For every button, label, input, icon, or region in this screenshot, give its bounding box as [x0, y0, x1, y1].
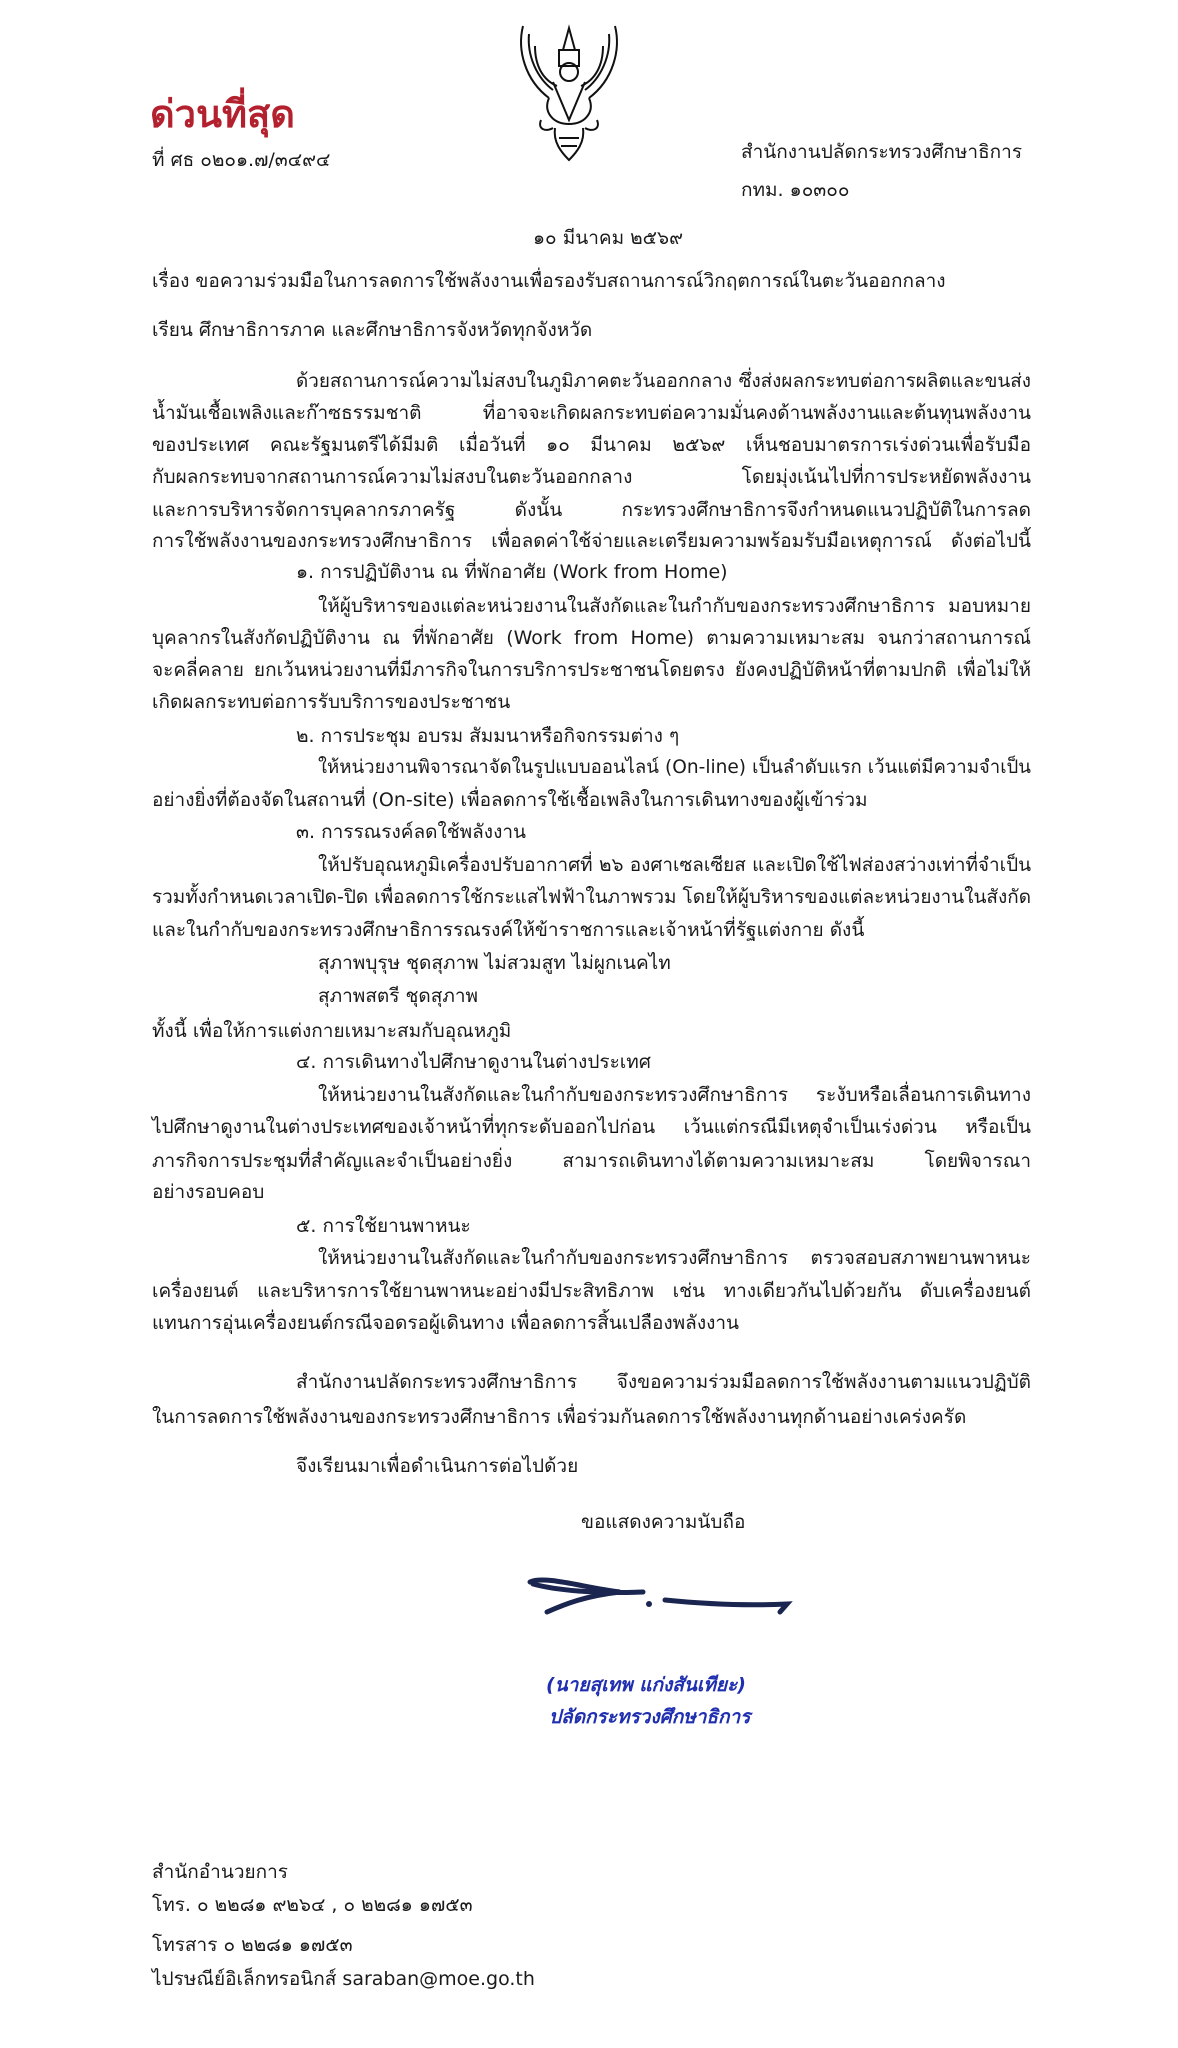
item-line: ไปศึกษาดูงานในต่างประเทศของเจ้าหน้าที่ทุกระดับออกไปก่อน เว้นแต่กรณีมีเหตุจำเป็นเร่งด่วน หรือเป็น	[152, 1116, 1031, 1138]
letter-subject: เรื่อง ขอความร่วมมือในการลดการใช้พลังงานเพื่อรองรับสถานการณ์วิกฤตการณ์ในตะวันออกกลาง	[152, 270, 946, 292]
item-line: ให้ปรับอุณหภูมิเครื่องปรับอากาศที่ ๒๖ องศาเซลเซียส และเปิดใช้ไฟส่องสว่างเท่าที่จำเป็น	[318, 854, 1031, 876]
item-line: อย่างยิ่งที่ต้องจัดในสถานที่ (On-site) เพื่อลดการใช้เชื้อเพลิงในการเดินทางของผู้เข้าร่วม	[152, 789, 868, 811]
item-line: บุคลากรในสังกัดปฏิบัติงาน ณ ที่พักอาศัย (Work from Home) ตามความเหมาะสม จนกว่าสถานการณ์	[152, 627, 1031, 649]
item-line: เครื่องยนต์ และบริหารการใช้ยานพาหนะอย่างมีประสิทธิภาพ เช่น ทางเดียวกันไปด้วยกัน ดับเครื่องยนต์	[152, 1280, 1031, 1302]
item-line: ให้ผู้บริหารของแต่ละหน่วยงานในสังกัดและในกำกับของกระทรวงศึกษาธิการ มอบหมาย	[318, 595, 1031, 617]
item-heading: ๒. การประชุม อบรม สัมมนาหรือกิจกรรมต่าง ๆ	[296, 725, 680, 747]
signatory-name: (นายสุเทพ แก่งสันเทียะ)	[546, 1674, 746, 1696]
footer-phone: โทร. ๐ ๒๒๘๑ ๙๒๖๔ , ๐ ๒๒๘๑ ๑๗๕๓	[152, 1894, 473, 1916]
footer-department: สำนักอำนวยการ	[152, 1861, 289, 1883]
item-heading: ๓. การรณรงค์ลดใช้พลังงาน	[296, 821, 527, 843]
footer-fax: โทรสาร ๐ ๒๒๘๑ ๑๗๕๓	[152, 1934, 353, 1956]
item-line: เกิดผลกระทบต่อการรับบริการของประชาชน	[152, 691, 511, 713]
item-line: ให้หน่วยงานพิจารณาจัดในรูปแบบออนไลน์ (On-line) เป็นลำดับแรก เว้นแต่มีความจำเป็น	[318, 757, 1031, 778]
dress-code-women: สุภาพสตรี ชุดสุภาพ	[318, 985, 479, 1007]
intro-line: กับผลกระทบจากสถานการณ์ความไม่สงบในตะวันออกกลาง โดยมุ่งเน้นไปที่การประหยัดพลังงาน	[152, 466, 1031, 488]
item-line: อย่างรอบคอบ	[152, 1181, 265, 1203]
item-heading: ๑. การปฏิบัติงาน ณ ที่พักอาศัย (Work from Home)	[296, 561, 728, 583]
item-line: และในกำกับของกระทรวงศึกษาธิการรณรงค์ให้ข้าราชการและเจ้าหน้าที่รัฐแต่งกาย ดังนี้	[152, 919, 865, 941]
footer-email[interactable]: ไปรษณีย์อิเล็กทรอนิกส์ saraban@moe.go.th	[152, 1968, 535, 1990]
regards: ขอแสดงความนับถือ	[581, 1511, 746, 1533]
item-line: แทนการอุ่นเครื่องยนต์กรณีจอดรอผู้เดินทาง เพื่อลดการสิ้นเปลืองพลังงาน	[152, 1312, 740, 1334]
intro-line: และการบริหารจัดการบุคลากรภาครัฐ ดังนั้น กระทรวงศึกษาธิการจึงกำหนดแนวปฏิบัติในการลด	[152, 499, 1031, 521]
letter-date: ๑๐ มีนาคม ๒๕๖๙	[533, 227, 684, 249]
intro-line: ด้วยสถานการณ์ความไม่สงบในภูมิภาคตะวันออกกลาง ซึ่งส่งผลกระทบต่อการผลิตและขนส่ง	[296, 370, 1031, 392]
letter-recipient: เรียน ศึกษาธิการภาค และศึกษาธิการจังหวัดทุกจังหวัด	[152, 319, 593, 341]
signature	[525, 1570, 795, 1640]
dress-code-men: สุภาพบุรุษ ชุดสุภาพ ไม่สวมสูท ไม่ผูกเนคไท	[318, 952, 671, 974]
item-heading: ๔. การเดินทางไปศึกษาดูงานในต่างประเทศ	[296, 1051, 651, 1073]
signatory-position: ปลัดกระทรวงศึกษาธิการ	[549, 1706, 751, 1728]
intro-line: น้ำมันเชื้อเพลิงและก๊าซธรรมชาติ ที่อาจจะเกิดผลกระทบต่อความมั่นคงด้านพลังงานและต้นทุนพลังงาน	[152, 402, 1031, 424]
item-line: รวมทั้งกำหนดเวลาเปิด-ปิด เพื่อลดการใช้กระแสไฟฟ้าในภาพรวม โดยให้ผู้บริหารของแต่ละหน่วยงานในสังกัด	[152, 886, 1031, 908]
item-line: ทั้งนี้ เพื่อให้การแต่งกายเหมาะสมกับอุณหภูมิ	[152, 1020, 512, 1042]
item-heading: ๕. การใช้ยานพาหนะ	[296, 1215, 471, 1237]
intro-line: การใช้พลังงานของกระทรวงศึกษาธิการ เพื่อลดค่าใช้จ่ายและเตรียมความพร้อมรับมือเหตุการณ์ ดังต่อไปนี้	[152, 530, 1031, 552]
closing-line: ในการลดการใช้พลังงานของกระทรวงศึกษาธิการ เพื่อร่วมกันลดการใช้พลังงานทุกด้านอย่างเคร่งครัด	[152, 1406, 967, 1428]
closing-request: จึงเรียนมาเพื่อดำเนินการต่อไปด้วย	[296, 1455, 579, 1477]
item-line: ภารกิจการประชุมที่สำคัญและจำเป็นอย่างยิ่ง สามารถเดินทางได้ตามความเหมาะสม โดยพิจารณา	[152, 1150, 1031, 1172]
item-line: จะคลี่คลาย ยกเว้นหน่วยงานที่มีภารกิจในการบริการประชาชนโดยตรง ยังคงปฏิบัติหน้าที่ตามปกติ เพื่อไม่ให้	[152, 659, 1031, 681]
garuda-emblem-icon	[513, 20, 625, 165]
closing-line: สำนักงานปลัดกระทรวงศึกษาธิการ จึงขอความร่วมมือลดการใช้พลังงานตามแนวปฏิบัติ	[296, 1371, 1031, 1393]
item-line: ให้หน่วยงานในสังกัดและในกำกับของกระทรวงศึกษาธิการ ระงับหรือเลื่อนการเดินทาง	[318, 1084, 1031, 1106]
urgency-stamp: ด่วนที่สุด	[150, 92, 295, 136]
issuing-office: สำนักงานปลัดกระทรวงศึกษาธิการ	[741, 141, 1023, 163]
reference-number: ที่ ศธ ๐๒๐๑.๗/๓๔๙๔	[152, 149, 331, 171]
intro-line: ของประเทศ คณะรัฐมนตรีได้มีมติ เมื่อวันที่ ๑๐ มีนาคม ๒๕๖๙ เห็นชอบมาตรการเร่งด่วนเพื่อรับมือ	[152, 434, 1031, 456]
postal-address: กทม. ๑๐๓๐๐	[741, 179, 850, 201]
item-line: ให้หน่วยงานในสังกัดและในกำกับของกระทรวงศึกษาธิการ ตรวจสอบสภาพยานพาหนะ	[318, 1247, 1031, 1269]
